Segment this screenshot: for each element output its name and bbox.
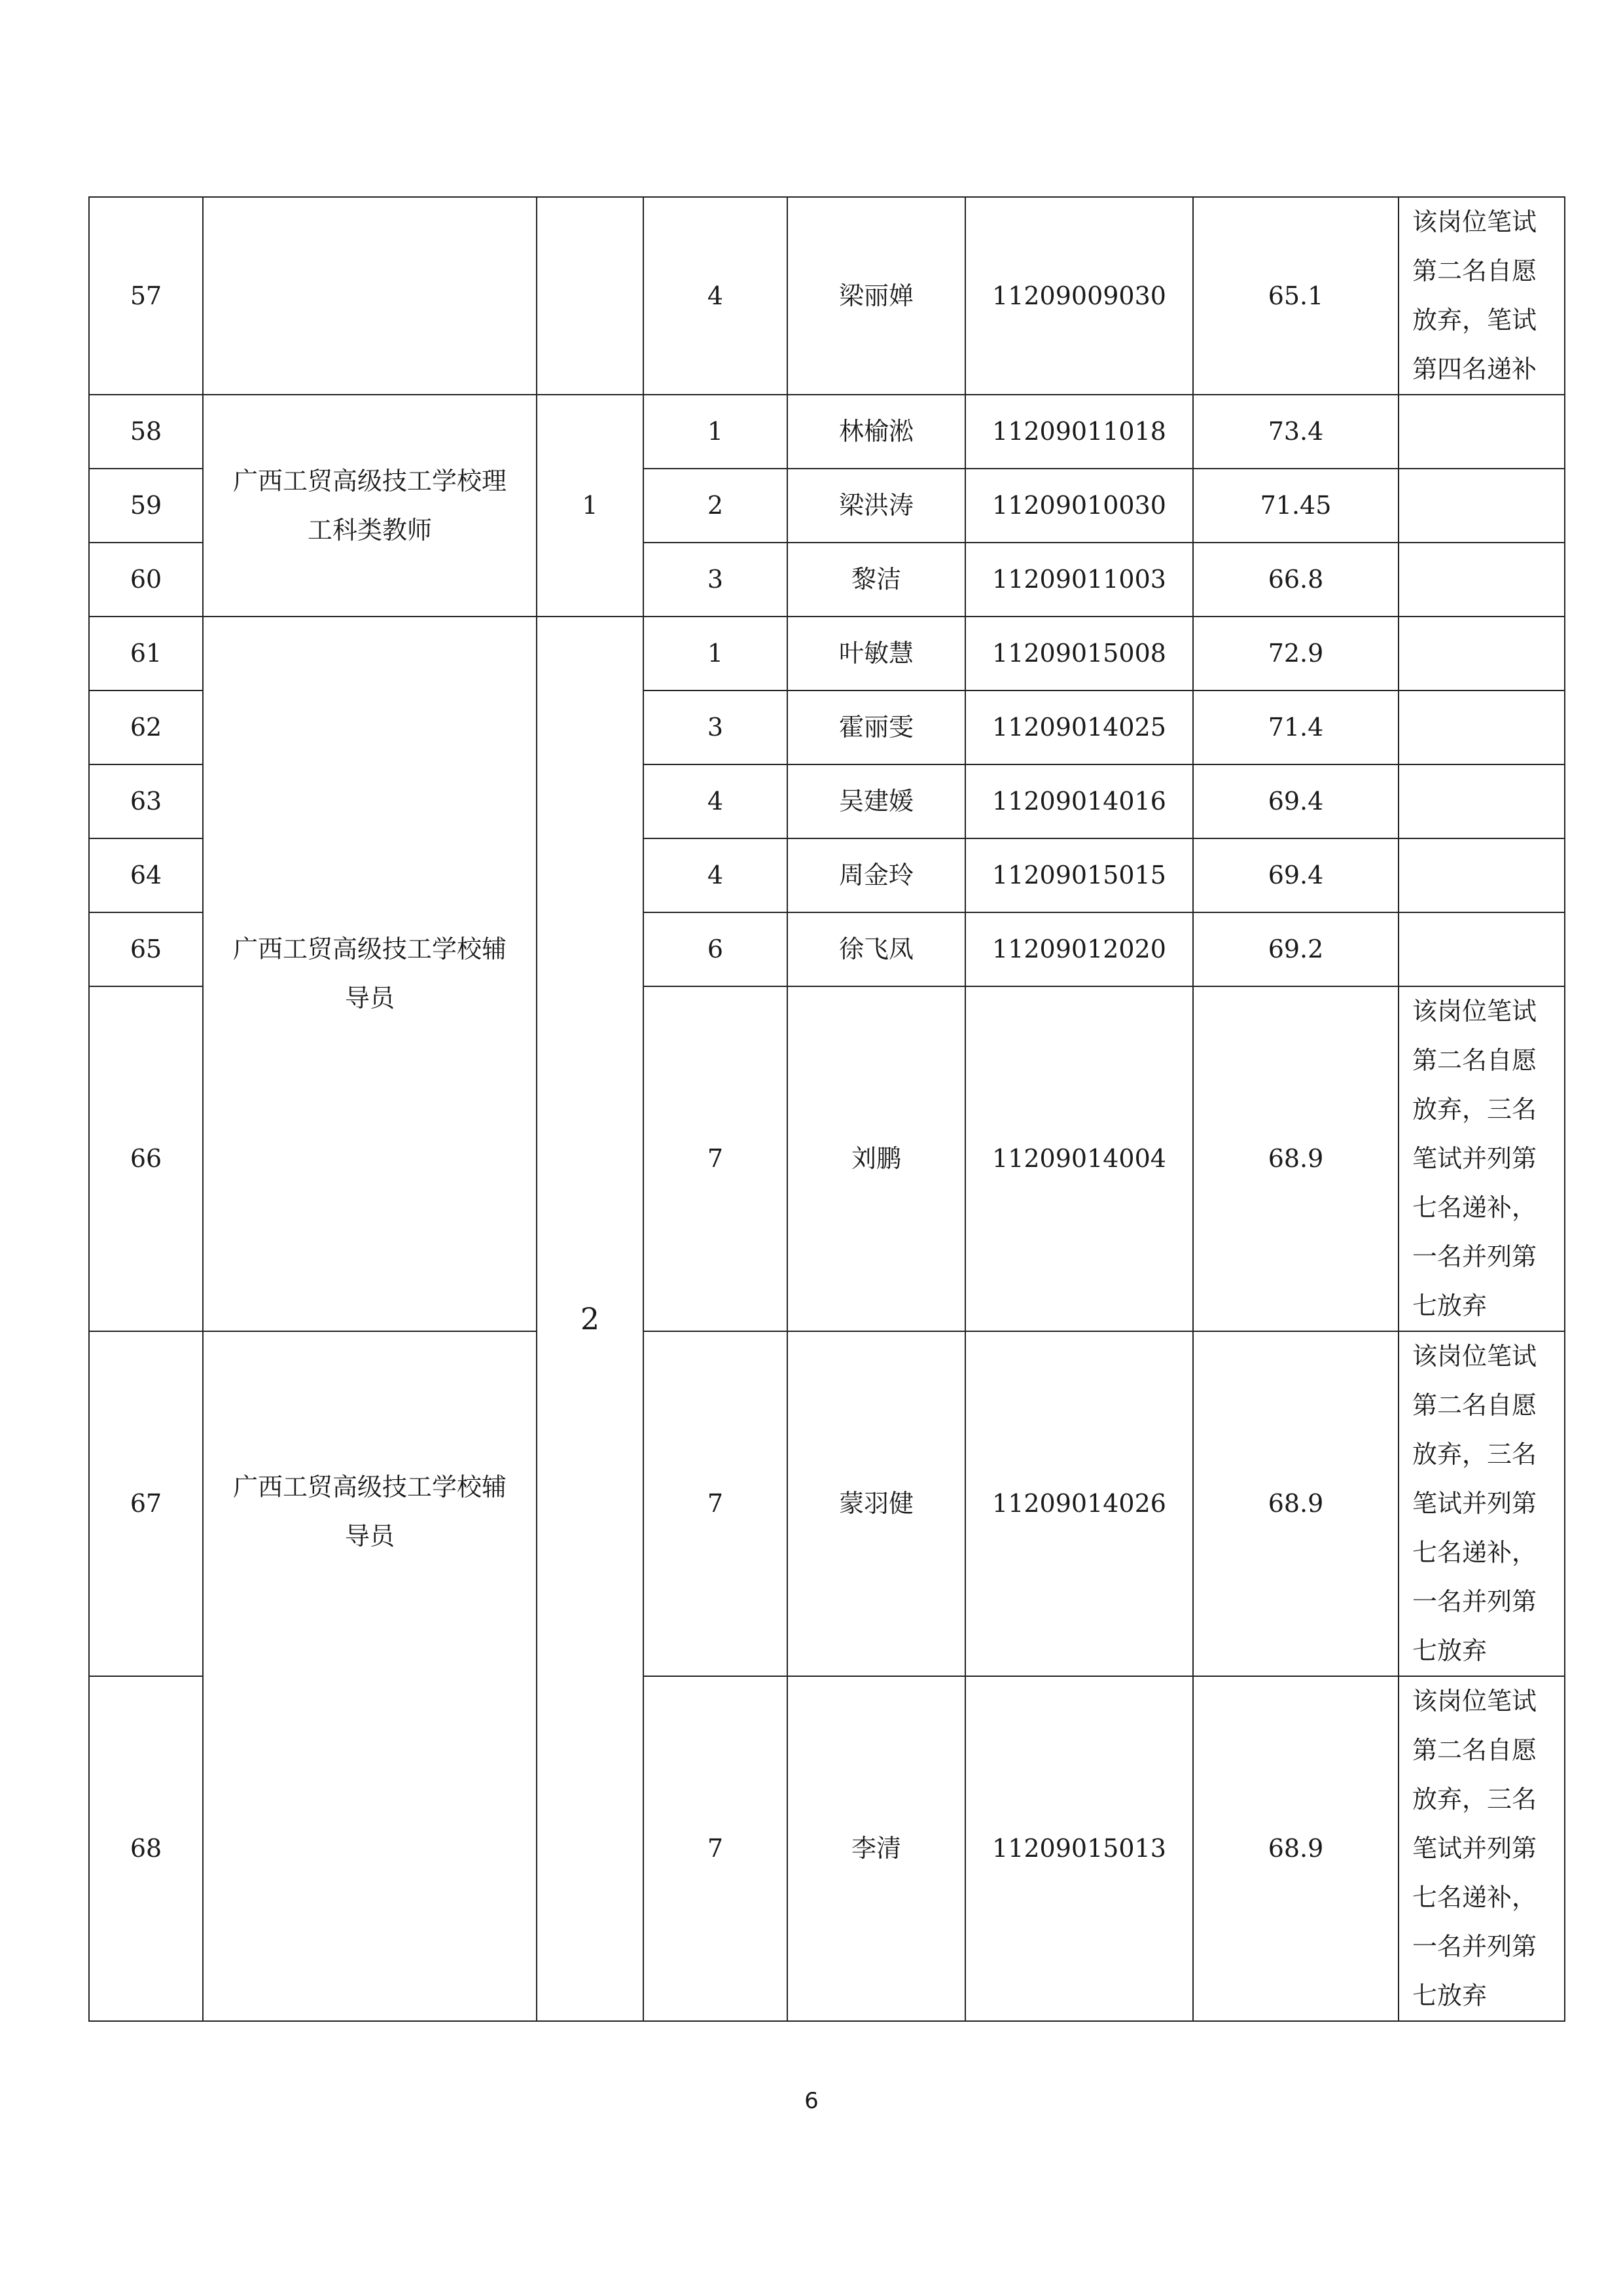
ticket-cell: 11209014016 bbox=[965, 764, 1193, 838]
note-cell: 该岗位笔试第二名自愿放弃，三名笔试并列第七名递补，一名并列第七放弃 bbox=[1399, 986, 1565, 1331]
row-number: 65 bbox=[89, 912, 203, 986]
row-number: 58 bbox=[89, 395, 203, 469]
name-cell: 蒙羽健 bbox=[787, 1331, 965, 1676]
row-number: 57 bbox=[89, 197, 203, 395]
rank-cell: 3 bbox=[643, 543, 787, 617]
ticket-cell: 11209015013 bbox=[965, 1676, 1193, 2021]
score-cell: 73.4 bbox=[1193, 395, 1399, 469]
count-cell: 2 bbox=[537, 617, 643, 2021]
unit-cell-empty bbox=[203, 197, 537, 395]
ticket-cell: 11209014004 bbox=[965, 986, 1193, 1331]
score-cell: 66.8 bbox=[1193, 543, 1399, 617]
rank-cell: 7 bbox=[643, 1676, 787, 2021]
row-number: 59 bbox=[89, 469, 203, 543]
row-number: 61 bbox=[89, 617, 203, 691]
name-cell: 徐飞凤 bbox=[787, 912, 965, 986]
rank-cell: 4 bbox=[643, 838, 787, 912]
ticket-cell: 11209014025 bbox=[965, 691, 1193, 764]
row-number: 60 bbox=[89, 543, 203, 617]
row-number: 62 bbox=[89, 691, 203, 764]
ticket-cell: 11209015008 bbox=[965, 617, 1193, 691]
note-cell: 该岗位笔试第二名自愿放弃，笔试第四名递补 bbox=[1399, 197, 1565, 395]
score-cell: 69.4 bbox=[1193, 764, 1399, 838]
ticket-cell: 11209012020 bbox=[965, 912, 1193, 986]
unit-cell: 广西工贸高级技工学校辅导员 bbox=[203, 1331, 537, 2021]
score-cell: 65.1 bbox=[1193, 197, 1399, 395]
ticket-cell: 11209011018 bbox=[965, 395, 1193, 469]
rank-cell: 2 bbox=[643, 469, 787, 543]
rank-cell: 7 bbox=[643, 1331, 787, 1676]
rank-cell: 4 bbox=[643, 197, 787, 395]
note-cell bbox=[1399, 691, 1565, 764]
name-cell: 吴建媛 bbox=[787, 764, 965, 838]
name-cell: 梁洪涛 bbox=[787, 469, 965, 543]
note-cell bbox=[1399, 617, 1565, 691]
name-cell: 叶敏慧 bbox=[787, 617, 965, 691]
results-table bbox=[88, 196, 1565, 2022]
unit-cell: 广西工贸高级技工学校理工科类教师 bbox=[203, 395, 537, 617]
name-cell: 黎洁 bbox=[787, 543, 965, 617]
score-cell: 68.9 bbox=[1193, 1676, 1399, 2021]
table-row bbox=[89, 395, 1565, 469]
note-cell bbox=[1399, 764, 1565, 838]
table-row bbox=[89, 1331, 1565, 1676]
unit-cell: 广西工贸高级技工学校辅导员 bbox=[203, 617, 537, 1331]
name-cell: 梁丽婵 bbox=[787, 197, 965, 395]
name-cell: 霍丽雯 bbox=[787, 691, 965, 764]
name-cell: 周金玲 bbox=[787, 838, 965, 912]
note-cell: 该岗位笔试第二名自愿放弃，三名笔试并列第七名递补，一名并列第七放弃 bbox=[1399, 1676, 1565, 2021]
name-cell: 李清 bbox=[787, 1676, 965, 2021]
rank-cell: 3 bbox=[643, 691, 787, 764]
note-cell bbox=[1399, 543, 1565, 617]
score-cell: 68.9 bbox=[1193, 986, 1399, 1331]
note-cell: 该岗位笔试第二名自愿放弃，三名笔试并列第七名递补，一名并列第七放弃 bbox=[1399, 1331, 1565, 1676]
row-number: 64 bbox=[89, 838, 203, 912]
row-number: 63 bbox=[89, 764, 203, 838]
ticket-cell: 11209010030 bbox=[965, 469, 1193, 543]
count-cell: 1 bbox=[537, 395, 643, 617]
ticket-cell: 11209015015 bbox=[965, 838, 1193, 912]
note-cell bbox=[1399, 469, 1565, 543]
ticket-cell: 11209009030 bbox=[965, 197, 1193, 395]
name-cell: 林榆淞 bbox=[787, 395, 965, 469]
score-cell: 68.9 bbox=[1193, 1331, 1399, 1676]
page-number: 6 bbox=[804, 2088, 819, 2114]
count-cell-empty bbox=[537, 197, 643, 395]
rank-cell: 1 bbox=[643, 617, 787, 691]
score-cell: 72.9 bbox=[1193, 617, 1399, 691]
row-number: 66 bbox=[89, 986, 203, 1331]
rank-cell: 4 bbox=[643, 764, 787, 838]
score-cell: 69.2 bbox=[1193, 912, 1399, 986]
ticket-cell: 11209011003 bbox=[965, 543, 1193, 617]
score-cell: 71.45 bbox=[1193, 469, 1399, 543]
rank-cell: 7 bbox=[643, 986, 787, 1331]
note-cell bbox=[1399, 395, 1565, 469]
score-cell: 69.4 bbox=[1193, 838, 1399, 912]
rank-cell: 1 bbox=[643, 395, 787, 469]
score-cell: 71.4 bbox=[1193, 691, 1399, 764]
row-number: 68 bbox=[89, 1676, 203, 2021]
table-row bbox=[89, 617, 1565, 691]
table-row bbox=[89, 197, 1565, 395]
note-cell bbox=[1399, 912, 1565, 986]
ticket-cell: 11209014026 bbox=[965, 1331, 1193, 1676]
note-cell bbox=[1399, 838, 1565, 912]
name-cell: 刘鹏 bbox=[787, 986, 965, 1331]
rank-cell: 6 bbox=[643, 912, 787, 986]
row-number: 67 bbox=[89, 1331, 203, 1676]
